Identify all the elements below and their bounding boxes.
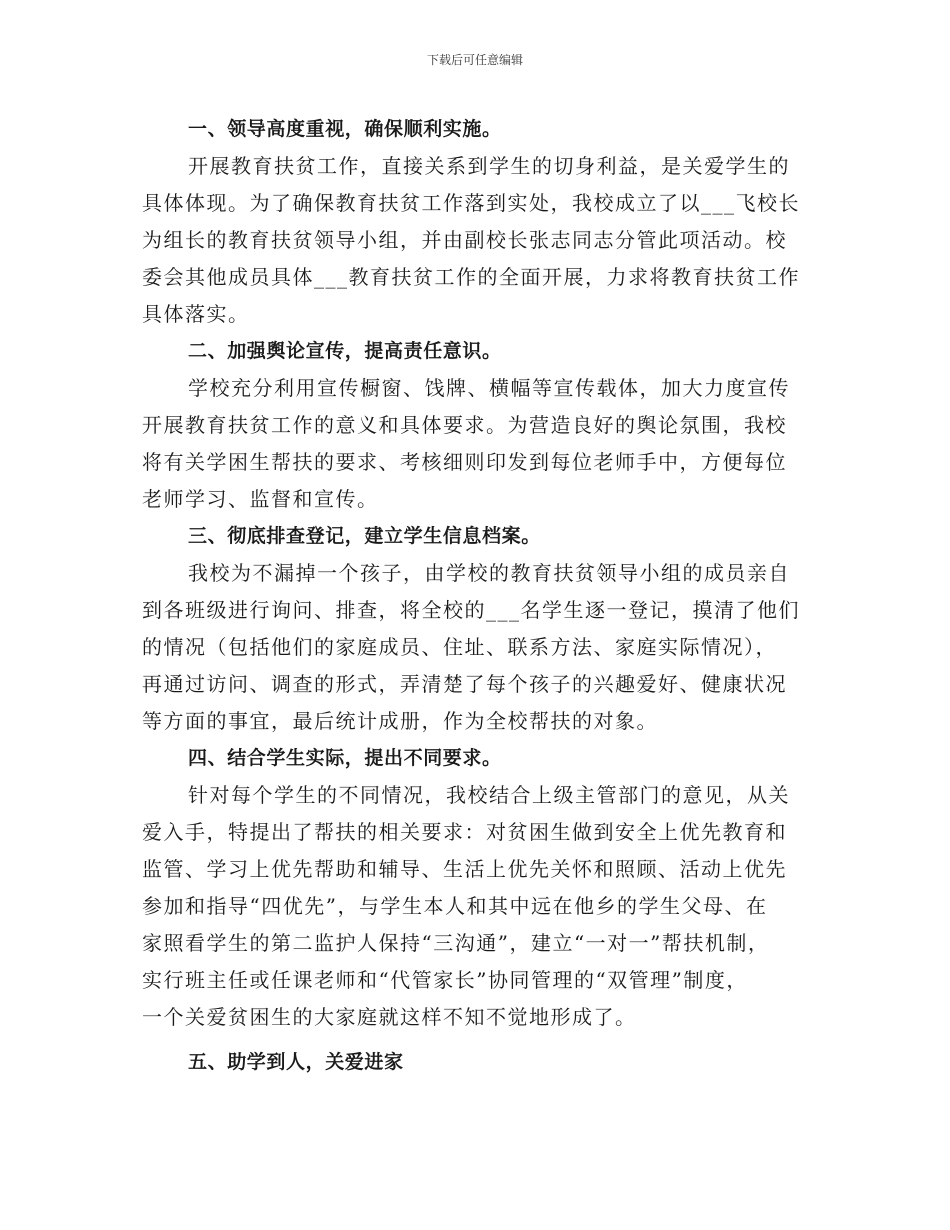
section-paragraph-2 [142,370,814,518]
document-body [142,111,814,1081]
paragraph-line: 开展教育扶贫工作，直接关系到学生的切身利益，是关爱学生的 [188,154,790,178]
paragraph-line: 家照看学生的第二监护人保持“三沟通”，建立“一对一”帮扶机制， [142,931,770,955]
paragraph-line: 实行班主任或任课老师和“代管家长”协同管理的“双管理”制度， [142,968,748,992]
section-paragraph-1 [142,148,814,333]
section-paragraph-3 [142,555,814,740]
paragraph-line: 针对每个学生的不同情况，我校结合上级主管部门的意见，从关 [188,783,790,807]
paragraph-line: 的情况（包括他们的家庭成员、住址、联系方法、家庭实际情况）， [142,635,777,659]
paragraph-line: 为组长的教育扶贫领导小组，并由副校长张志同志分管此项活动。校 [142,228,787,252]
paragraph-line: 我校为不漏掉一个孩子，由学校的教育扶贫领导小组的成员亲自 [188,561,790,585]
paragraph-line: 等方面的事宜，最后统计成册，作为全校帮扶的对象。 [142,709,658,733]
paragraph-line: 监管、学习上优先帮助和辅导、生活上优先关怀和照顾、活动上优先 [142,857,787,881]
section-heading-4: 四、结合学生实际，提出不同要求。 [188,747,502,769]
paragraph-line: 到各班级进行询问、排查，将全校的___名学生逐一登记，摸清了他们 [142,598,800,622]
paragraph-line: 开展教育扶贫工作的意义和具体要求。为营造良好的舆论氛围，我校 [142,413,787,437]
paragraph-line: 一个关爱贫困生的大家庭就这样不知不觉地形成了。 [142,1005,637,1029]
paragraph-line: 爱入手，特提出了帮扶的相关要求：对贫困生做到安全上优先教育和 [142,820,787,844]
page-header-note: 下载后可任意编辑 [426,53,523,67]
paragraph-line: 老师学习、监督和宣传。 [142,487,379,511]
paragraph-line: 具体落实。 [142,302,250,326]
paragraph-line: 参加和指导“四优先”，与学生本人和其中远在他乡的学生父母、在 [142,894,768,918]
paragraph-line: 再通过访问、调查的形式，弄清楚了每个孩子的兴趣爱好、健康状况 [142,672,787,696]
section-heading-5: 五、助学到人，关爱进家 [188,1051,404,1073]
section-heading-3: 三、彻底排查登记，建立学生信息档案。 [188,525,541,547]
section-heading-2: 二、加强舆论宣传，提高责任意识。 [188,340,502,362]
paragraph-line: 具体体现。为了确保教育扶贫工作落到实处，我校成立了以___飞校长 [142,191,800,215]
paragraph-line: 学校充分利用宣传橱窗、饯牌、横幅等宣传载体，加大力度宣传 [188,376,790,400]
paragraph-line: 委会其他成员具体___教育扶贫工作的全面开展，力求将教育扶贫工作 [142,265,800,289]
paragraph-line: 将有关学困生帮扶的要求、考核细则印发到每位老师手中，方便每位 [142,450,787,474]
section-heading-1: 一、领导高度重视，确保顺利实施。 [188,118,502,140]
section-paragraph-4 [142,777,814,1036]
